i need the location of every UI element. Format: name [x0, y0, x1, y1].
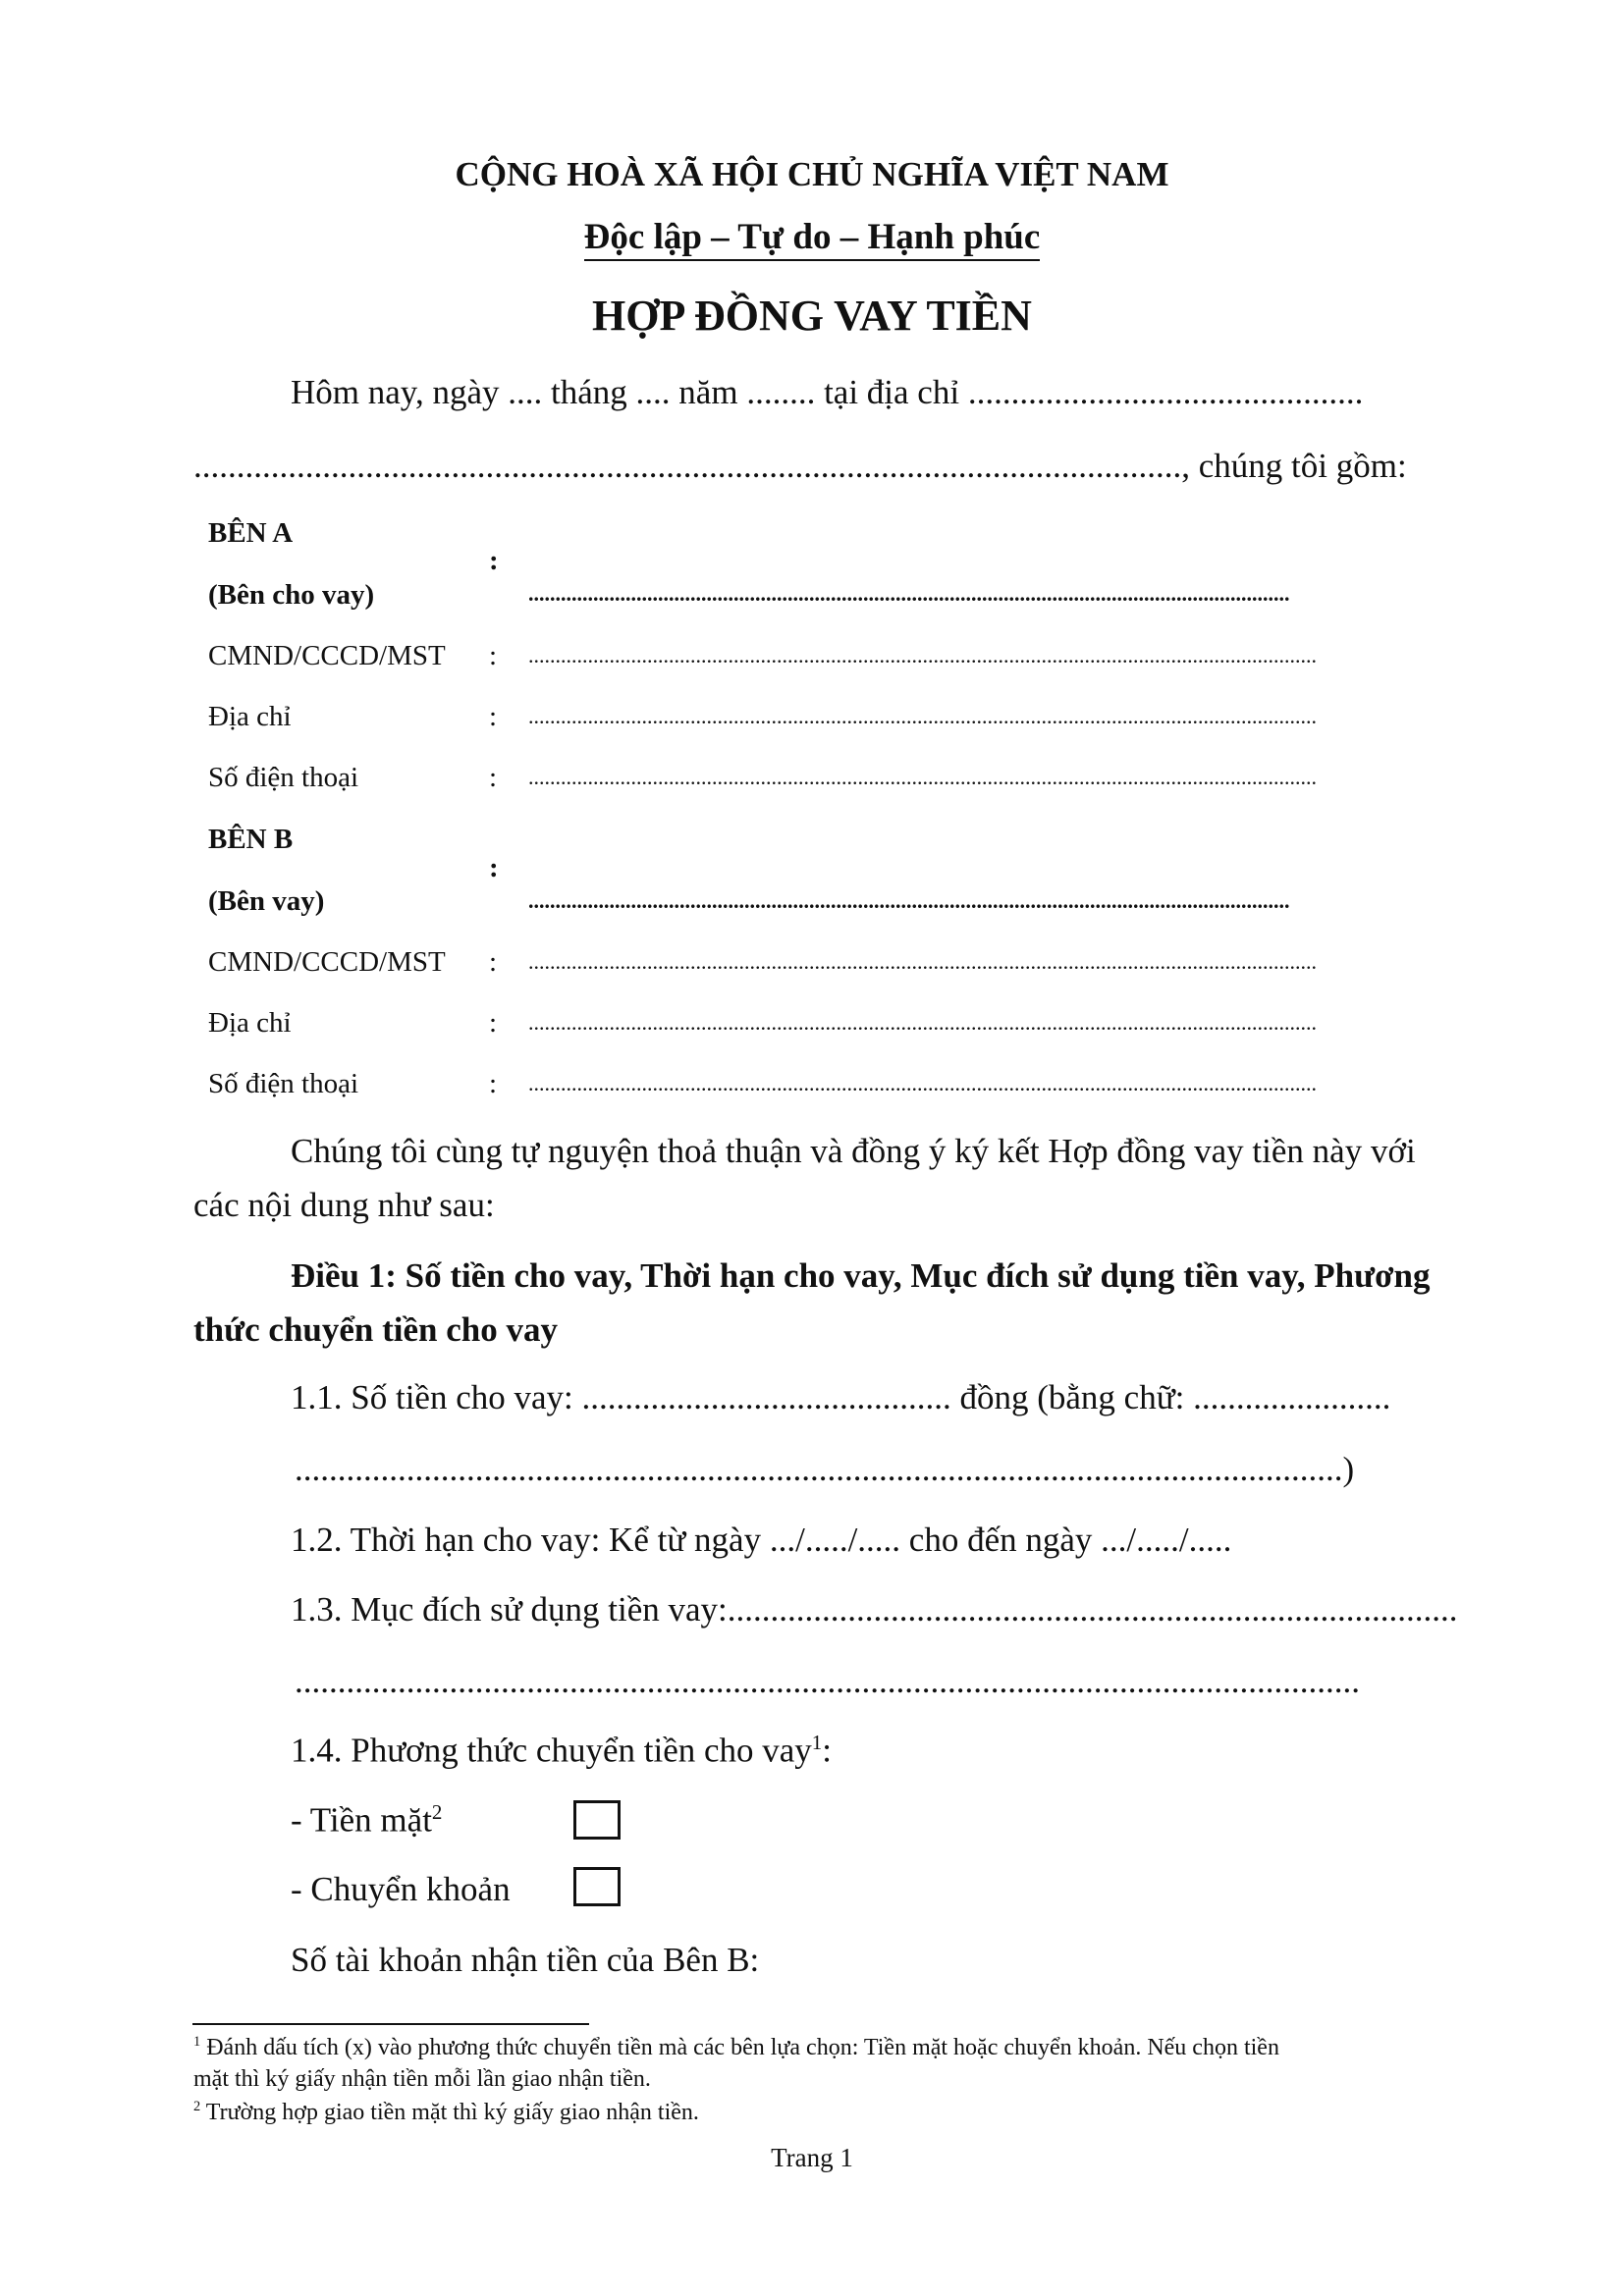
party-b-address-colon: :	[489, 1007, 498, 1039]
party-b-id-label: CMND/CCCD/MST	[208, 946, 446, 978]
article-1-heading-line-1: Điều 1: Số tiền cho vay, Thời hạn cho vay, Mục đích sử dụng tiền vay, Phương	[291, 1256, 1431, 1295]
party-b-title: BÊN B	[208, 824, 294, 855]
party-a-id-field[interactable]: ..................................................................................................................................................	[528, 643, 1317, 667]
party-a-id-colon: :	[489, 640, 498, 671]
party-a-name-field[interactable]: .............................................................................................................................................	[528, 581, 1290, 606]
footnote-1-line-2: mặt thì ký giấy nhận tiền mỗi lần giao nhận tiền.	[193, 2066, 651, 2092]
party-b-name-colon: :	[489, 852, 499, 883]
article-1-heading-line-2: thức chuyển tiền cho vay	[193, 1310, 559, 1349]
document-title: HỢP ĐỒNG VAY TIỀN	[592, 292, 1032, 340]
footnote-2	[193, 2099, 699, 2126]
party-a-subtitle: (Bên cho vay)	[208, 579, 375, 611]
footnote-ref-2[interactable]: 2	[431, 1800, 443, 1824]
national-title: CỘNG HOÀ XÃ HỘI CHỦ NGHĨA VIỆT NAM	[455, 155, 1169, 193]
footnote-ref-1[interactable]: 1	[811, 1731, 823, 1754]
item-1-4	[291, 1731, 832, 1771]
motto-text: Độc lập – Tự do – Hạnh phúc	[584, 217, 1041, 261]
intro-line-2: ..................................................................................................................., chúng tôi gồm:	[193, 447, 1407, 485]
item-1-1-line-2: ..........................................................................................................................)	[295, 1450, 1355, 1488]
party-a-address-label: Địa chỉ	[208, 701, 292, 732]
item-1-3-line-1: 1.3. Mục đích sử dụng tiền vay:.....................................................................................	[291, 1590, 1458, 1629]
footnote-2-text: Trường hợp giao tiền mặt thì ký giấy giao nhận tiền.	[200, 2100, 699, 2125]
motto	[0, 216, 1624, 258]
footnote-2-number: 2	[193, 2099, 201, 2114]
page-number: Trang 1	[771, 2143, 853, 2172]
item-1-1-line-1: 1.1. Số tiền cho vay: ........................................... đồng (bằng chữ: .......................	[291, 1378, 1391, 1416]
party-b-subtitle: (Bên vay)	[208, 885, 325, 917]
party-a-phone-colon: :	[489, 762, 498, 793]
party-a-title: BÊN A	[208, 517, 294, 549]
option-cash-text: - Tiền mặt	[291, 1800, 432, 1840]
item-1-2: 1.2. Thời hạn cho vay: Kể từ ngày .../...../..... cho đến ngày .../...../.....	[291, 1521, 1232, 1559]
party-a-phone-label: Số điện thoại	[208, 762, 359, 793]
party-b-address-field[interactable]: ..................................................................................................................................................	[528, 1010, 1317, 1035]
footnote-separator	[192, 2023, 589, 2025]
party-b-address-label: Địa chỉ	[208, 1007, 292, 1039]
transfer-checkbox[interactable]	[573, 1867, 621, 1906]
cash-checkbox[interactable]	[573, 1800, 621, 1840]
agreement-line-2: các nội dung như sau:	[193, 1186, 495, 1224]
party-b-phone-label: Số điện thoại	[208, 1068, 359, 1099]
party-b-phone-field[interactable]: ..................................................................................................................................................	[528, 1071, 1317, 1095]
footnote-1-line-1	[193, 2034, 1279, 2061]
account-number-label: Số tài khoản nhận tiền của Bên B:	[291, 1941, 760, 1979]
option-cash-label	[291, 1800, 442, 1841]
party-a-id-label: CMND/CCCD/MST	[208, 640, 446, 671]
party-b-id-colon: :	[489, 946, 498, 978]
agreement-line-1: Chúng tôi cùng tự nguyện thoả thuận và đồng ý ký kết Hợp đồng vay tiền này với	[291, 1132, 1416, 1170]
option-transfer-label: - Chuyển khoản	[291, 1870, 511, 1908]
party-b-name-field[interactable]: .............................................................................................................................................	[528, 888, 1290, 913]
party-b-phone-colon: :	[489, 1068, 498, 1099]
item-1-4-colon: :	[822, 1731, 833, 1770]
party-a-phone-field[interactable]: ..................................................................................................................................................	[528, 765, 1317, 789]
intro-line-1: Hôm nay, ngày .... tháng .... năm ........ tại địa chỉ ..............................................	[291, 373, 1364, 411]
party-a-address-colon: :	[489, 701, 498, 732]
item-1-3-line-2: ............................................................................................................................	[295, 1662, 1360, 1700]
footnote-1-number: 1	[193, 2034, 201, 2050]
party-a-address-field[interactable]: ..................................................................................................................................................	[528, 704, 1317, 728]
footnote-1-text: Đánh dấu tích (x) vào phương thức chuyển tiền mà các bên lựa chọn: Tiền mặt hoặc chuyển khoản. Nếu chọn tiền	[200, 2035, 1279, 2060]
party-b-id-field[interactable]: ..................................................................................................................................................	[528, 949, 1317, 974]
party-a-name-colon: :	[489, 545, 499, 576]
item-1-4-text: 1.4. Phương thức chuyển tiền cho vay	[291, 1731, 812, 1770]
